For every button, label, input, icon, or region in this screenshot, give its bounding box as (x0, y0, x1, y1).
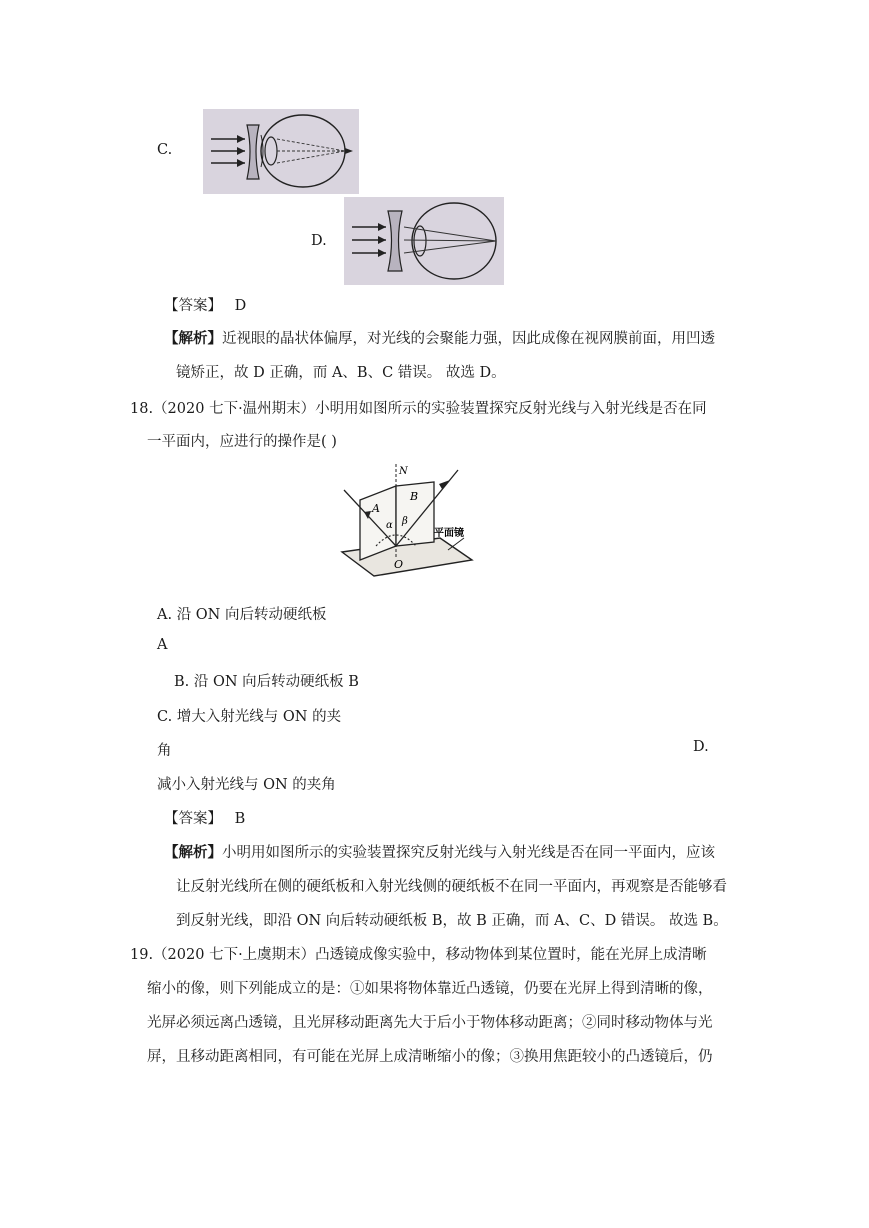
analysis-tag: 【解析】 (164, 330, 222, 347)
eye-with-concave-lens-figure-d (344, 197, 504, 285)
q18-stem-line-2: 一平面内，应进行的操作是( ) (147, 434, 337, 450)
q18-analysis-line-3: 到反射光线，即沿 ON 向后转动硬纸板 B，故 B 正确，而 A、C、D 错误。 故选 B。 (176, 913, 728, 929)
analysis-text: 近视眼的晶状体偏厚，对光线的会聚能力强，因此成像在视网膜前面，用凹透 (222, 331, 715, 347)
q18-answer (164, 807, 245, 828)
cardboard-label-a: A (372, 502, 380, 515)
q17-option-c-eye-diagram (203, 109, 359, 194)
q17-option-d-label: D. (311, 233, 327, 249)
q17-analysis-line-1 (164, 327, 715, 348)
q19-stem-line-4: 屏，且移动距离相同，有可能在光屏上成清晰缩小的像；③换用焦距较小的凸透镜后，仍 (147, 1049, 713, 1065)
q18-option-c-line-2: 角 (157, 743, 172, 759)
q18-option-c-line-1: C. 增大入射光线与 ON 的夹 (157, 709, 342, 725)
q18-analysis-line-2: 让反射光线所在侧的硬纸板和入射光线侧的硬纸板不在同一平面内，再观察是否能够看 (176, 879, 727, 895)
mirror-and-cardboard-diagram (338, 460, 476, 578)
q17-analysis-line-2: 镜矫正，故 D 正确，而 A、B、C 错误。 故选 D。 (176, 365, 506, 381)
q18-stem-line-1: 18.（2020 七下·温州期末）小明用如图所示的实验装置探究反射光线与入射光线是否在同 (130, 401, 707, 417)
q18-option-d-label: D. (693, 739, 709, 755)
cardboard-label-b: B (410, 490, 419, 503)
answer-tag: 【答案】 (164, 811, 222, 827)
eye-with-concave-lens-figure-c (203, 109, 359, 194)
q17-option-d-eye-diagram (344, 197, 504, 285)
q18-analysis-line-1 (164, 841, 715, 862)
q18-reflection-experiment-figure (338, 460, 476, 578)
angle-label-alpha: α (386, 520, 393, 531)
analysis-text: 小明用如图所示的实验装置探究反射光线与入射光线是否在同一平面内，应该 (222, 845, 715, 861)
q18-option-a-line-2: A (157, 637, 168, 653)
q19-stem-line-3: 光屏必须远离凸透镜，且光屏移动距离先大于后小于物体移动距离；②同时移动物体与光 (147, 1015, 713, 1031)
answer-value: D (234, 298, 247, 314)
point-label-o: O (394, 558, 404, 571)
q19-stem-line-1: 19.（2020 七下·上虞期末）凸透镜成像实验中，移动物体到某位置时，能在光屏上成清晰 (130, 947, 707, 963)
analysis-tag: 【解析】 (164, 844, 222, 861)
q17-option-c-label: C. (157, 142, 173, 158)
answer-tag: 【答案】 (164, 298, 222, 314)
q18-option-b: B. 沿 ON 向后转动硬纸板 B (174, 674, 359, 690)
mirror-label: 平面镜 (434, 528, 464, 539)
normal-label-n: N (399, 466, 408, 477)
angle-label-beta: β (402, 516, 408, 527)
answer-value: B (234, 811, 246, 827)
q17-answer (164, 294, 246, 315)
q18-option-a-line-1: A. 沿 ON 向后转动硬纸板 (157, 607, 327, 623)
q19-stem-line-2: 缩小的像，则下列能成立的是：①如果将物体靠近凸透镜，仍要在光屏上得到清晰的像， (147, 981, 713, 997)
q18-option-d-text: 减小入射光线与 ON 的夹角 (157, 777, 336, 793)
